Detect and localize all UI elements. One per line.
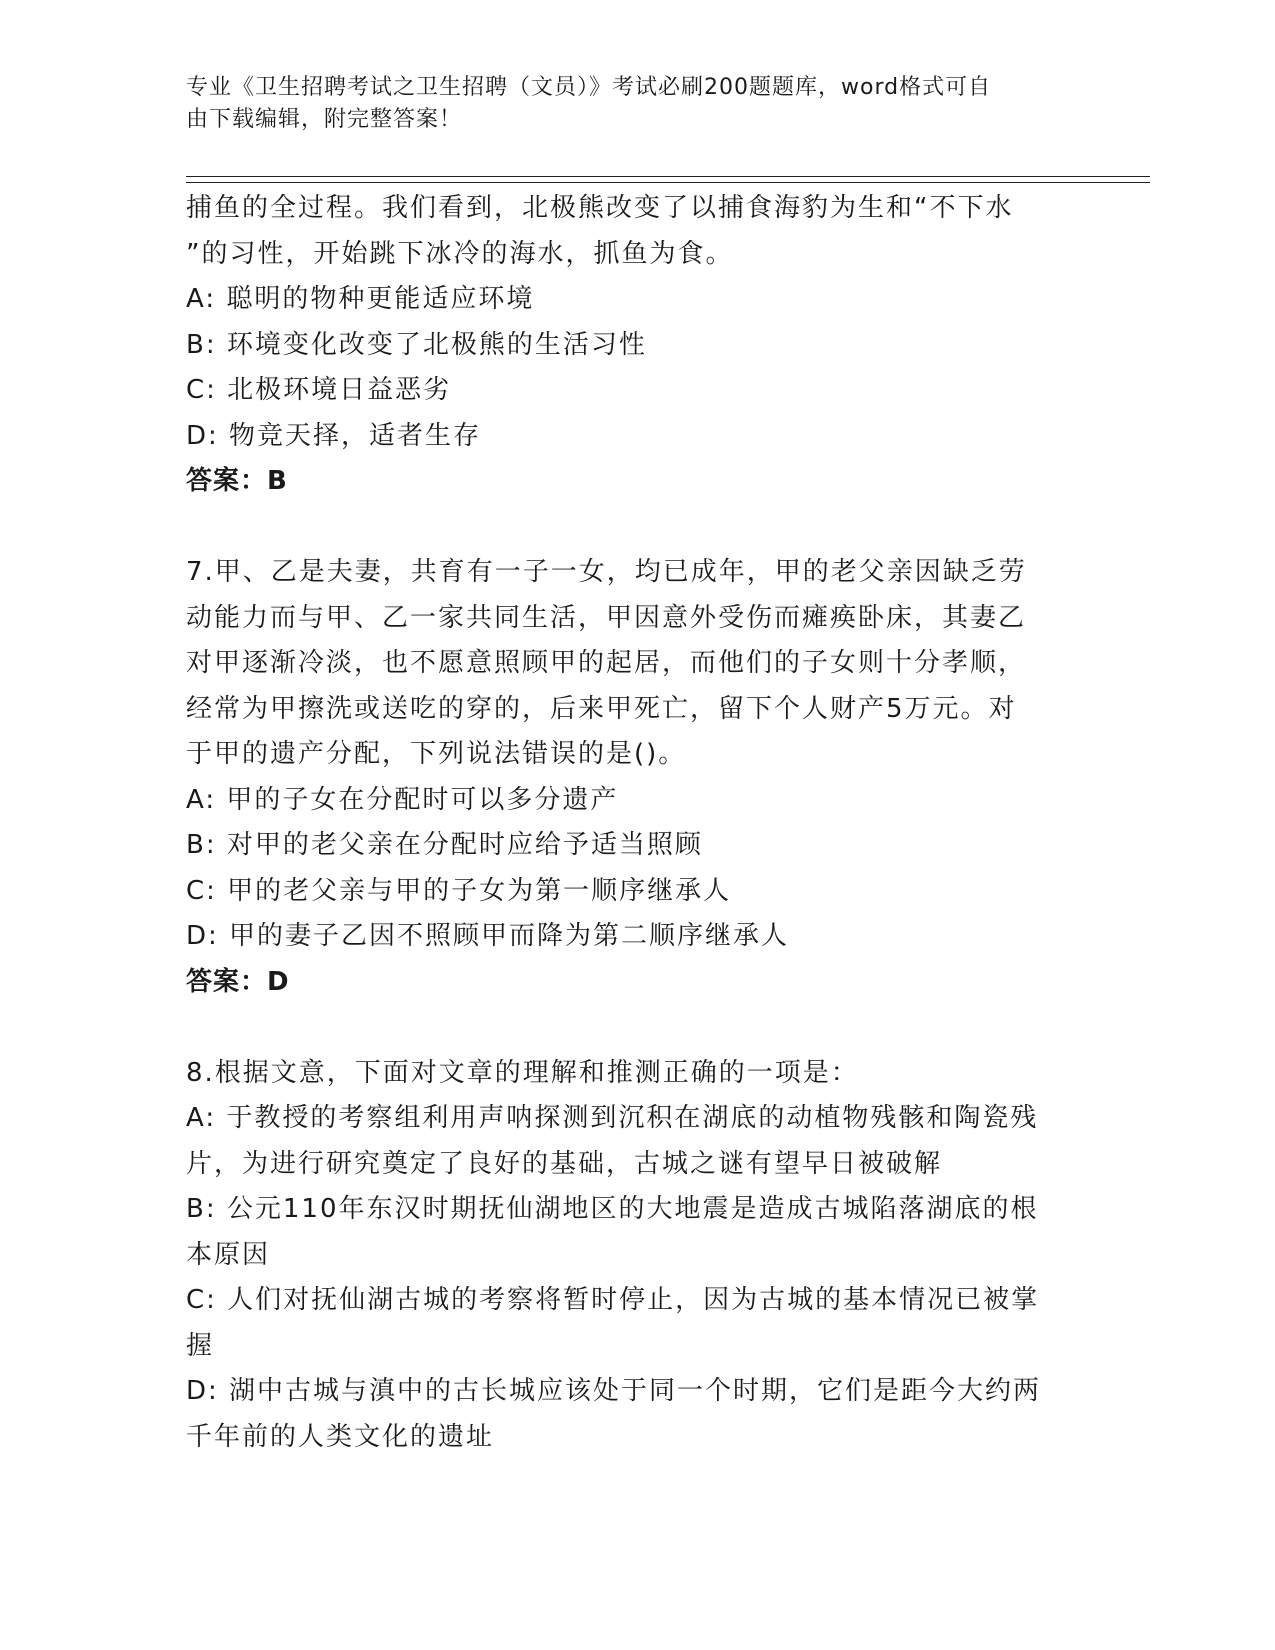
- option-a-line: 片，为进行研究奠定了良好的基础，古城之谜有望早日被破解: [186, 1148, 943, 1179]
- question-stem-line: 于甲的遗产分配，下列说法错误的是()。: [186, 739, 687, 769]
- option-b: B: 对甲的老父亲在分配时应给予适当照顾: [186, 830, 703, 860]
- question-stem-line: 捕鱼的全过程。我们看到，北极熊改变了以捕食海豹为生和“不下水: [186, 193, 1014, 223]
- question-8: [186, 1051, 1086, 1461]
- question-7: [186, 550, 1086, 1005]
- spacer: [186, 505, 1086, 551]
- option-d: D: 物竞天择，适者生存: [186, 420, 482, 451]
- question-stem-line: 8.根据文意，下面对文章的理解和推测正确的一项是：: [186, 1057, 859, 1088]
- answer: 答案：B: [186, 466, 288, 496]
- question-6: [186, 186, 1086, 505]
- document-body: [186, 186, 1086, 1460]
- question-stem-line: 经常为甲擦洗或送吃的穿的，后来甲死亡，留下个人财产5万元。对: [186, 693, 1017, 724]
- option-c: C: 北极环境日益恶劣: [186, 375, 452, 405]
- option-d-line: D: 湖中古城与滇中的古长城应该处于同一个时期，它们是距今大约两: [186, 1376, 1042, 1406]
- option-c: C: 甲的老父亲与甲的子女为第一顺序继承人: [186, 875, 732, 906]
- option-d: D: 甲的妻子乙因不照顾甲而降为第二顺序继承人: [186, 921, 790, 951]
- option-c-line: C: 人们对抚仙湖古城的考察将暂时停止，因为古城的基本情况已被掌: [186, 1285, 1040, 1315]
- question-stem-line: 动能力而与甲、乙一家共同生活，甲因意外受伤而瘫痪卧床，其妻乙: [186, 602, 1027, 633]
- option-a: A: 聪明的物种更能适应环境: [186, 284, 535, 314]
- question-stem-line: ”的习性，开始跳下冰冷的海水，抓鱼为食。: [186, 238, 734, 269]
- option-d-line: 千年前的人类文化的遗址: [186, 1421, 495, 1452]
- header-double-rule: [186, 176, 1150, 183]
- header-line-1: 专业《卫生招聘考试之卫生招聘（文员）》考试必刷200题题库，word格式可自: [186, 75, 992, 100]
- question-stem-line: 对甲逐渐冷淡，也不愿意照顾甲的起居，而他们的子女则十分孝顺，: [186, 648, 1027, 678]
- header-line-2: 由下载编辑，附完整答案！: [186, 107, 463, 132]
- question-stem-line: 7.甲、乙是夫妻，共育有一子一女，均已成年，甲的老父亲因缺乏劳: [186, 557, 1027, 587]
- answer: 答案：D: [186, 966, 290, 997]
- option-b-line: 本原因: [186, 1239, 271, 1270]
- page-header: [186, 72, 1066, 136]
- option-a: A: 甲的子女在分配时可以多分遗产: [186, 784, 619, 815]
- option-c-line: 握: [186, 1330, 215, 1361]
- option-b-line: B: 公元110年东汉时期抚仙湖地区的大地震是造成古城陷落湖底的根: [186, 1194, 1039, 1224]
- option-a-line: A: 于教授的考察组利用声呐探测到沉积在湖底的动植物残骸和陶瓷残: [186, 1103, 1039, 1133]
- spacer: [186, 1005, 1086, 1051]
- option-b: B: 环境变化改变了北极熊的生活习性: [186, 329, 647, 360]
